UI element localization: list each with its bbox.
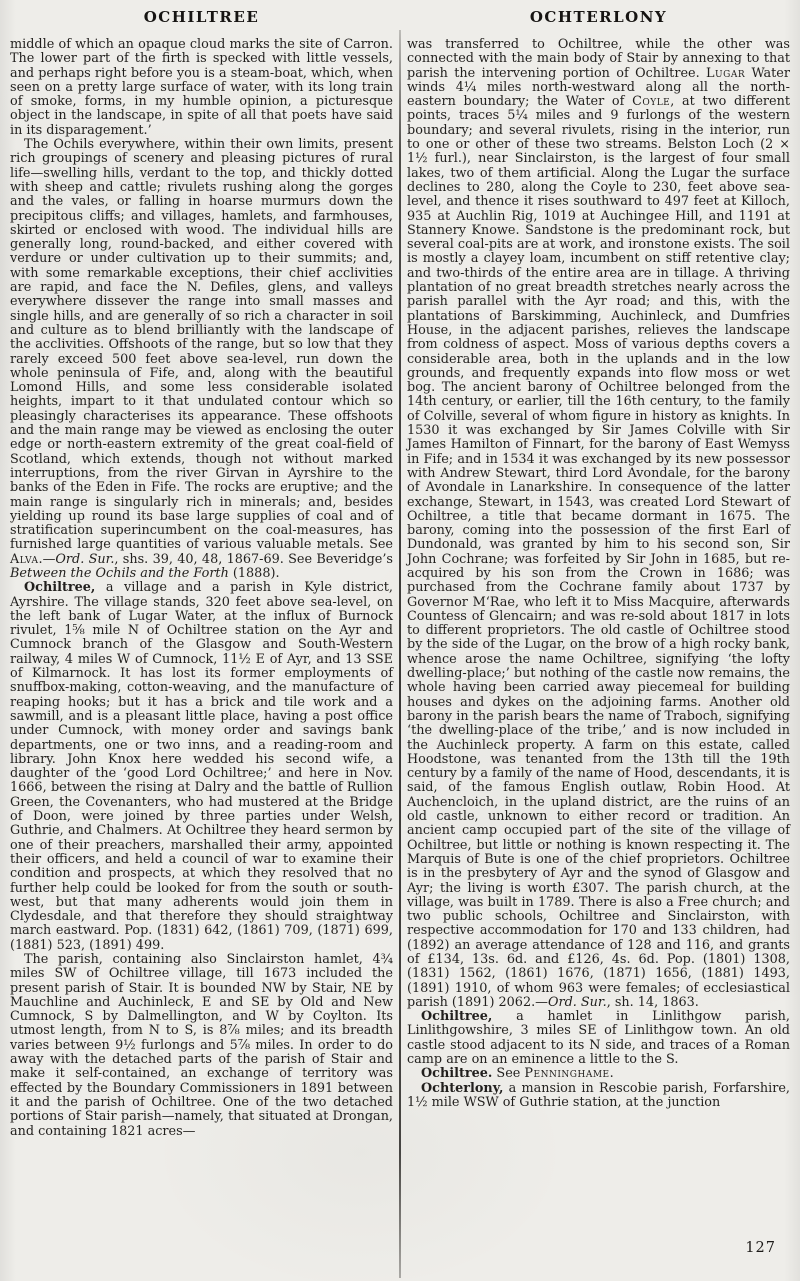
text-segment: , at two different points, traces 5¼ miles and 9 furlongs of the western boundary; and several rivulets, rising in the interior, run to one or other of these two streams. Belston Loch (2 × 1½ furl.), near Sinclairston, is the largest of four small lakes, two of them artificial. Along the Lugar the surface declines to 280, along the Coyle to 230, feet above sea-level, and thence it rises southward to 497 feet at Killoch, 935 at Auchlin Rig, 1019 at Auchingee Hill, and 1191 at Stannery Knowe. Sandstone is the predominant rock, but several coal-pits are at work, and ironstone exists. The soil is mostly a clayey loam, incumbent on stiff retentive clay; and two-thirds of the entire area are in tillage. A thriving plantation of no great breadth stretches nearly across the parish parallel with the Ayr road; and this, with the plantations of Barskimming, Auchinleck, and Dumfries House, in the adjacent parishes, relieves the landscape from coldness of aspect. Moss of various depths covers a considerable area, both in the uplands and in the low grounds, and frequently expands into flow moss or wet bog. The ancient barony of Ochiltree belonged from the 14th century, or earlier, till the 16th century, to the family of Colville, several of whom figure in history as knights. In 1530 it was exchanged by Sir James Colville with Sir James Hamilton of Finnart, for the barony of East Wemyss in Fife; and in 1534 it was exchanged by its new possessor with Andrew Stewart, third Lord Avondale, for the barony of Avondale in Lanarkshire. In consequence of the latter exchange, Stewart, in 1543, was created Lord Stewart of Ochiltree, a title that became dormant in 1675. The barony, coming into the possession of the first Earl of Dundonald, was granted by him to his second son, Sir John Cochrane; was forfeited by Sir John in 1685, but re-acquired by his son from the Crown in 1686; was purchased from the Cochrane family about 1737 by Governor M‘Rae, who left it to Miss Macquire, afterwards Countess of Glencairn; and was re-sold about 1817 in lots to different proprietors. The old castle of Ochiltree stood by the side of the Lugar, on the brow of a high rocky bank, whence arose the name Ochiltree, signifying ‘the lofty dwelling-place;’ but nothing of the castle now remains, the whole having been carried away piecemeal for building houses and dykes on the adjoining farms. Another old barony in the parish bears the name of Traboch, signifying ‘the dwelling-place of the tribe,’ and is now included in the Auchinleck property. A farm on this estate, called Hoodstone, was tenanted from the 13th till the 19th century by a family of the name of Hood, descendants, it is said, of the famous English outlaw, Robin Hood. At Auchencloich, in the upland district, are the ruins of an old castle, unknown to either record or tradition. An ancient camp occupied part of the site of the village of Ochiltree, but little or nothing is known respecting it. The Marquis of Bute is one of the chief proprietors. Ochiltree is in the presbytery of Ayr and the synod of Glasgow and Ayr; the living is worth £307. The parish church, at the village, was built in 1789. There is also a Free church; and two public schools, Ochiltree and Sinclairston, with respective accommodation for 170 and 133 children, had (1892) an average attendance of 128 and 116, and grants of £134, 13s. 6d. and £126, 4s. 6d. Pop. (1801) 1308, (1831) 1562, (1861) 1676, (1871) 1656, (1881) 1493, (1891) 1910, of whom 963 were females; of ecclesiastical parish (1891) 2062.— [407,94,790,1010]
text-segment: Lugar [706,65,746,81]
text-segment: See [492,1066,525,1082]
text-segment: , shs. 39, 40, 48, 1867-69. See Beveridge’s [114,551,393,567]
text-segment: a hamlet in Linlithgow parish, Linlithgowshire, 3 miles SE of Linlithgow town. An old castle stood adjacent to its N side, and traces of a Roman camp are on an eminence a little to the S. [407,1009,790,1068]
text-segment: The parish, containing also Sinclairston hamlet, 4¾ miles SW of Ochiltree village, till 1673 included the present parish of Stair. It is bounded NW by Stair, NE by Mauchline and Auchinleck, E and SE by Old and New Cumnock, S by Dalmellington, and W by Coylton. Its utmost length, from N to S, is 8⅞ miles; and its breadth varies between 9½ furlongs and 5⅞ miles. In order to do away with the detached parts of the parish of Stair and make it self-contained, an exchange of territory was effected by the Boundary Commissioners in 1891 between it and the parish of Ochiltree. One of the two detached portions of Stair parish—namely, that situated at Drongan, and containing 1821 acres— [10,952,393,1139]
paragraph [407,1082,790,1111]
text-segment: a mansion in Rescobie parish, Forfarshire, 1½ mile WSW of Guthrie station, at the junction [407,1080,790,1110]
text-segment: Ord. Sur. [547,994,607,1010]
text-segment: . [609,1066,614,1082]
entry-name: Ochiltree, [24,580,96,596]
text-segment: Penninghame [524,1066,610,1082]
text-segment: middle of which an opaque cloud marks the site of Carron. The lower part of the firth is specked with little vessels, and perhaps right before you is a steam-boat, which, when seen on a pretty large surface of water, with its long train of smoke, forms, in my humble opinion, a picturesque object in the landscape, in spite of all that poets have said in its disparagement.’ [10,37,393,138]
left-column-header: OCHILTREE [143,8,260,26]
paragraph [407,1010,790,1067]
text-segment: Alva [10,551,39,567]
text-segment: a village and a parish in Kyle district, Ayrshire. The village stands, 320 feet above sea-level, on the left bank of Lugar Water, at the influx of Burnock rivulet, 1⅝ mile N of Ochiltree station on the Ayr and Cumnock branch of the Glasgow and South-Western railway, 4 miles W of Cumnock, 11½ E of Ayr, and 13 SSE of Kilmarnock. It has lost its former employments of snuffbox-making, cotton-weaving, and the manufacture of reaping hooks; but it has a brick and tile work and a sawmill, and is a pleasant little place, having a post office under Cumnock, with money order and savings bank departments, one or two inns, and a reading-room and library. John Knox here wedded his second wife, a daughter of the ‘good Lord Ochiltree;’ and here in Nov. 1666, between the rising at Dalry and the battle of Rullion Green, the Covenanters, who had mustered at the Bridge of Doon, were joined by three parties under Welsh, Guthrie, and Chalmers. At Ochiltree they heard sermon by one of their preachers, marshalled their army, appointed their officers, and held a council of war to examine their condition and prospects, at which they resolved that no further help could be looked for from the south or south-west, but that many adherents would join them in Clydesdale, and that therefore they should straightway march eastward. Pop. (1831) 642, (1861) 709, (1871) 699, (1881) 523, (1891) 499. [10,580,393,953]
right-column [407,8,790,1110]
text-segment: Water winds 4¼ miles north-westward along all the north-eastern boundary; the Water of [407,65,790,110]
paragraph [407,1067,790,1081]
paragraph [10,581,393,953]
left-column [10,8,393,1139]
text-segment: , sh. 14, 1863. [606,994,699,1010]
column-divider-rule [399,30,401,1278]
text-segment: Coyle [632,94,671,110]
text-segment: .— [38,551,56,567]
page-number: 127 [745,1240,776,1256]
text-segment: Ord. Sur. [55,551,115,567]
entry-name: Ochterlony, [421,1080,504,1096]
text-segment: The Ochils everywhere, within their own limits, present rich groupings of scenery and pleasing pictures of rural life—swelling hills, verdant to the top, and thickly dotted with sheep and cattle; rivulets rushing along the gorges and the vales, or falling in hoarse murmurs down the precipitous cliffs; and villages, hamlets, and farmhouses, skirted or enclosed with wood. The individual hills are generally long, round-backed, and either covered with verdure or under cultivation up to their summits; and, with some remarkable exceptions, their chief acclivities are rapid, and face the N. Defiles, glens, and valleys everywhere dissever the range into small masses and single hills, and are generally of so rich a character in soil and culture as to blend brilliantly with the landscape of the acclivities. Offshoots of the range, but so low that they rarely exceed 500 feet above sea-level, run down the whole peninsula of Fife, and, along with the beautiful Lomond Hills, and some less considerable isolated heights, impart to it that undulated contour which so pleasingly characterises its appearance. These offshoots and the main range may be viewed as enclosing the outer edge or north-eastern extremity of the great coal-field of Scotland, which extends, though not without marked interruptions, from the river Girvan in Ayrshire to the banks of the Eden in Fife. The rocks are eruptive; and the main range is singularly rich in minerals; and, besides yielding up round its base large supplies of coal and of stratification superincumbent on the coal-measures, has furnished large quantities of various valuable metals. See [10,137,393,553]
text-segment: (1888). [228,565,280,581]
left-column-text [10,38,393,1139]
right-column-header: OCHTERLONY [529,8,668,26]
paragraph [407,38,790,1010]
entry-name: Ochiltree, [421,1009,493,1025]
right-column-text [407,38,790,1110]
paragraph [10,138,393,581]
text-segment: Between the Ochils and the Forth [10,565,229,581]
paragraph [10,953,393,1139]
paragraph [10,38,393,138]
entry-name: Ochiltree. [421,1066,493,1082]
text-segment: was transferred to Ochiltree, while the other was connected with the main body of Stair by annexing to that parish the intervening portion of Ochiltree. [407,37,790,81]
